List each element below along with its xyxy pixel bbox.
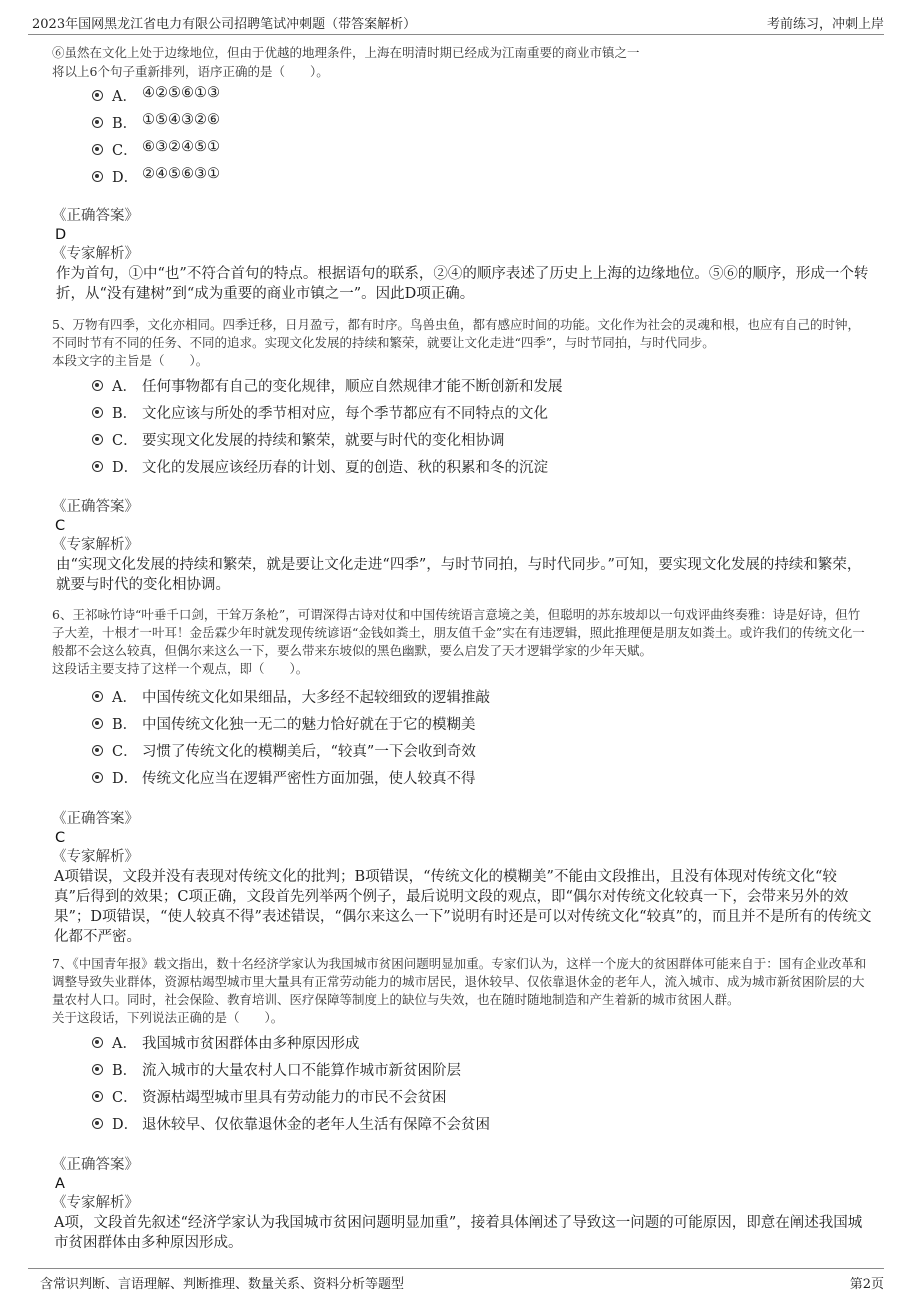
q5-stem-block [52, 316, 872, 370]
q7-answer-block [52, 1155, 872, 1253]
option-letter: B． [112, 717, 138, 733]
option-letter: C． [112, 433, 138, 449]
option-text: ⑥③②④⑤① [142, 139, 220, 155]
analysis-heading: 《专家解析》 [52, 537, 139, 553]
option-letter: D． [112, 771, 139, 787]
radio-icon[interactable] [92, 461, 103, 472]
option-text: 传统文化应当在逻辑严密性方面加强，使人较真不得 [142, 771, 476, 787]
option-letter: B． [112, 406, 138, 422]
option-text: 任何事物都有自己的变化规律，顺应自然规律才能不断创新和发展 [142, 379, 563, 395]
option-letter: D． [112, 1117, 139, 1133]
q5-stem: 5、万物有四季，文化亦相同。四季迁移，日月盈亏，都有时序。鸟兽虫鱼，都有感应时间的功能。文化作为社会的灵魂和根，也应有自己的时钟，不同时节有不同的任务、不同的追求。实现文化发展的持续和繁荣，就要让文化走进“四季”，与时节同拍，与时代同步。 [52, 317, 860, 350]
q4-prompt: 将以上6个句子重新排列，语序正确的是（ ）。 [52, 64, 329, 79]
page-header [28, 8, 884, 35]
q4-sentence-6-block [52, 44, 872, 62]
option-letter: C． [112, 143, 138, 159]
option-letter: B． [112, 1063, 138, 1079]
q5-prompt: 本段文字的主旨是（ ）。 [52, 353, 209, 368]
option-text: 流入城市的大量农村人口不能算作城市新贫困阶层 [142, 1063, 461, 1079]
analysis-heading: 《专家解析》 [52, 246, 139, 262]
option-text: 中国传统文化独一无二的魅力恰好就在于它的模糊美 [142, 717, 476, 733]
document-title: 2023年国网黑龙江省电力有限公司招聘笔试冲刺题（带答案解析） [32, 17, 417, 32]
option-letter: A． [112, 379, 137, 395]
option-letter: A． [112, 89, 137, 105]
option-letter: A． [112, 690, 137, 706]
option-letter: D． [112, 170, 139, 186]
radio-icon[interactable] [92, 1091, 103, 1102]
radio-icon[interactable] [92, 691, 103, 702]
q6-analysis: A项错误，文段并没有表现对传统文化的批判；B项错误，“传统文化的模糊美”不能由文段推出，且没有体现对传统文化“较真”后得到的效果；C项正确，文段首先列举两个例子，最后说明文段的观点，即“偶尔对传统文化较真一下，会带来另外的效果”；D项错误，“使人较真不得”表述错误，“偶尔来这么一下”说明有时还是可以对传统文化“较真”的，而且并不是所有的传统文化都不严密。 [54, 869, 872, 945]
option-letter: C． [112, 744, 138, 760]
answer-heading: 《正确答案》 [52, 811, 139, 827]
answer-heading: 《正确答案》 [52, 1157, 139, 1173]
option-letter: C． [112, 1090, 138, 1106]
page-number: 第2页 [849, 1277, 884, 1292]
q7-prompt: 关于这段话，下列说法正确的是（ ）。 [52, 1010, 284, 1025]
radio-icon[interactable] [92, 171, 103, 182]
page-footer [28, 1268, 884, 1295]
option-letter: A． [112, 1036, 137, 1052]
q6-stem: 6、王祁咏竹诗“叶垂千口剑，干耸万条枪”，可谓深得古诗对仗和中国传统语言意境之美，但聪明的苏东坡却以一句戏评曲终奏雅：诗是好诗，但竹子大差，十根才一叶耳！金岳霖少年时就发现传统谚语“金钱如粪土，朋友值千金”实在有违逻辑，照此推理便是朋友如粪土。或许我们的传统文化一般都不会这么较真，但偶尔来这么一下，要么带来东坡似的黑色幽默，要么启发了天才逻辑学家的少年天赋。 [52, 607, 865, 658]
q6-answer: C [55, 830, 66, 846]
q4-analysis: 作为首句，①中“也”不符合首句的特点。根据语句的联系，②④的顺序表述了历史上上海的边缘地位。⑤⑥的顺序，形成一个转折，从“没有建树”到“成为重要的商业市镇之一”。因此D项正确。 [56, 266, 869, 302]
option-letter: B． [112, 116, 138, 132]
option-text: 文化应该与所处的季节相对应，每个季节都应有不同特点的文化 [142, 406, 548, 422]
q6-stem-block [52, 606, 872, 678]
q7-stem: 7、《中国青年报》载文指出，数十名经济学家认为我国城市贫困问题明显加重。专家们认为，这样一个庞大的贫困群体可能来自于：国有企业改革和调整导致失业群体，资源枯竭型城市里大量具有正常劳动能力的城市居民，退休较早、仅依靠退休金的老年人，流入城市、成为城市新贫困阶层的大量农村人口。同时，社会保险、教育培训、医疗保障等制度上的缺位与失效，也在随时随地制造和产生着新的城市贫困人群。 [52, 956, 867, 1007]
q5-analysis: 由“实现文化发展的持续和繁荣，就是要让文化走进“四季”，与时节同拍，与时代同步。”可知，要实现文化发展的持续和繁荣，就要与时代的变化相协调。 [56, 557, 862, 593]
option-letter: D． [112, 460, 139, 476]
option-text: 要实现文化发展的持续和繁荣，就要与时代的变化相协调 [142, 433, 505, 449]
radio-icon[interactable] [92, 745, 103, 756]
radio-icon[interactable] [92, 1037, 103, 1048]
radio-icon[interactable] [92, 90, 103, 101]
option-text: 退休较早、仅依靠退休金的老年人生活有保障不会贫困 [142, 1117, 490, 1133]
footer-subjects: 含常识判断、言语理解、判断推理、数量关系、资料分析等题型 [40, 1277, 405, 1292]
q4-sentence-6: ⑥虽然在文化上处于边缘地位，但由于优越的地理条件，上海在明清时期已经成为江南重要的商业市镇之一 [52, 45, 640, 60]
header-slogan: 考前练习，冲刺上岸 [766, 17, 884, 32]
answer-heading: 《正确答案》 [52, 499, 139, 515]
q4-answer-block [52, 206, 872, 304]
radio-icon[interactable] [92, 1064, 103, 1075]
q6-prompt: 这段话主要支持了这样一个观点，即（ ）。 [52, 661, 309, 676]
q7-answer: A [55, 1176, 65, 1192]
radio-icon[interactable] [92, 718, 103, 729]
q5-answer: C [55, 518, 66, 534]
option-text: ①⑤④③②⑥ [142, 112, 220, 128]
q6-answer-block [52, 809, 872, 947]
option-text: ②④⑤⑥③① [142, 166, 220, 182]
option-text: ④②⑤⑥①③ [142, 85, 220, 101]
radio-icon[interactable] [92, 407, 103, 418]
radio-icon[interactable] [92, 1118, 103, 1129]
radio-icon[interactable] [92, 772, 103, 783]
q4-prompt-block [52, 63, 872, 81]
q4-answer: D [55, 227, 67, 243]
analysis-heading: 《专家解析》 [52, 1195, 139, 1211]
option-text: 中国传统文化如果细品，大多经不起较细致的逻辑推敲 [142, 690, 490, 706]
answer-heading: 《正确答案》 [52, 208, 139, 224]
radio-icon[interactable] [92, 144, 103, 155]
q5-answer-block [52, 497, 872, 595]
radio-icon[interactable] [92, 434, 103, 445]
analysis-heading: 《专家解析》 [52, 849, 139, 865]
q7-stem-block [52, 955, 872, 1027]
q7-analysis: A项，文段首先叙述“经济学家认为我国城市贫困问题明显加重”，接着具体阐述了导致这一问题的可能原因，即意在阐述我国城市贫困群体由多种原因形成。 [54, 1215, 863, 1251]
radio-icon[interactable] [92, 117, 103, 128]
option-text: 资源枯竭型城市里具有劳动能力的市民不会贫困 [142, 1090, 447, 1106]
option-text: 文化的发展应该经历春的计划、夏的创造、秋的积累和冬的沉淀 [142, 460, 548, 476]
option-text: 我国城市贫困群体由多种原因形成 [142, 1036, 360, 1052]
radio-icon[interactable] [92, 380, 103, 391]
option-text: 习惯了传统文化的模糊美后，“较真”一下会收到奇效 [142, 744, 476, 760]
